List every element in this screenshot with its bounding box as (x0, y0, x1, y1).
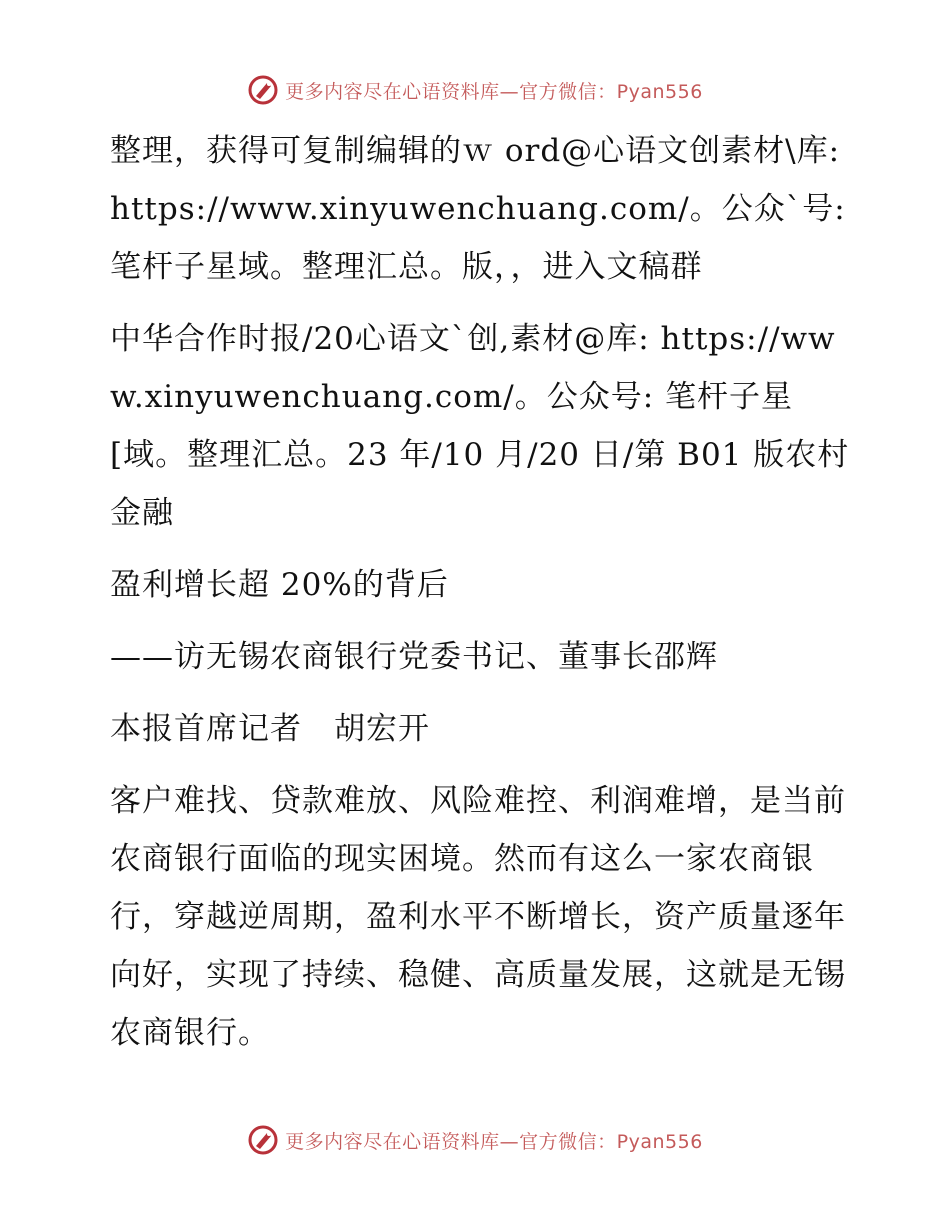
article-subtitle: ——访无锡农商银行党委书记、董事长邵辉 (110, 639, 718, 675)
header-watermark-text: 更多内容尽在心语资料库—官方微信：Pyan556 (285, 80, 703, 103)
article-byline: 本报首席记者 胡宏开 (110, 711, 430, 747)
footer-watermark-banner (0, 1120, 950, 1160)
pen-logo-icon (247, 74, 279, 106)
header-watermark-banner (0, 70, 950, 110)
pen-logo-icon (247, 1124, 279, 1156)
paragraph-publication-info: 中华合作时报/20心语文`创,素材@库: https://www.xinyuwenchuang.com/。公众号: 笔杆子星[域。整理汇总。23 年/10 月/20 日/第 B01 版农村金融 (110, 321, 850, 531)
document-body (98, 122, 858, 1076)
footer-watermark-text: 更多内容尽在心语资料库—官方微信：Pyan556 (285, 1130, 703, 1153)
paragraph-source-note: 整理，获得可复制编辑的ｗ ord@心语文创素材\库: https://www.xinyuwenchuang.com/。公众`号: 笔杆子星域。整理汇总。版，，进入文稿群 (110, 133, 846, 285)
article-title: 盈利增长超 20%的背后 (110, 567, 449, 603)
article-body-paragraph: 客户难找、贷款难放、风险难控、利润难增，是当前农商银行面临的现实困境。然而有这么一家农商银行，穿越逆周期，盈利水平不断增长，资产质量逐年向好，实现了持续、稳健、高质量发展，这就是无锡农商银行。 (110, 783, 846, 1051)
